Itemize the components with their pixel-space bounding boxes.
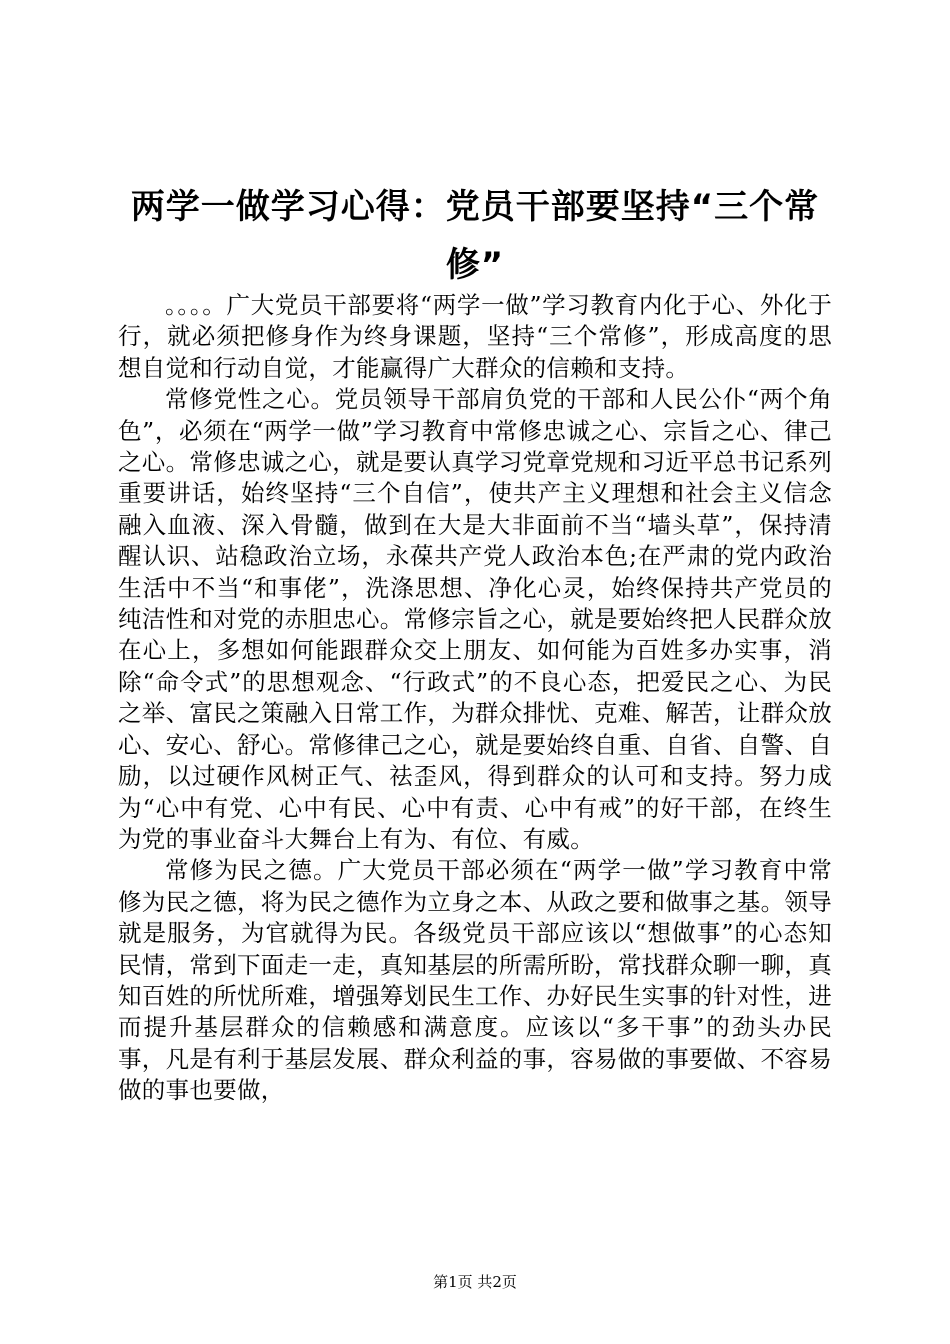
document-body [118, 290, 832, 1107]
paragraph-intro: 。。。。广大党员干部要将“两学一做”学习教育内化于心、外化于行，就必须把修身作为终身课题，坚持“三个常修”，形成高度的思想自觉和行动自觉，才能赢得广大群众的信赖和支持。 [118, 291, 832, 382]
paragraph-people-virtue: 常修为民之德。广大党员干部必须在“两学一做”学习教育中常修为民之德，将为民之德作为立身之本、从政之要和做事之基。领导就是服务，为官就得为民。各级党员干部应该以“想做事”的心态知民情，常到下面走一走，真知基层的所需所盼，常找群众聊一聊，真知百姓的所忧所难，增强筹划民生工作、办好民生实事的针对性，进而提升基层群众的信赖感和满意度。应该以“多干事”的劲头办民事，凡是有利于基层发展、群众利益的事，容易做的事要做、不容易做的事也要做， [118, 856, 832, 1105]
document-title: 两学一做学习心得：党员干部要坚持“三个常修” [130, 187, 820, 285]
page-footer: 第1页 共2页 [433, 1273, 517, 1291]
paragraph-party-spirit: 常修党性之心。党员领导干部肩负党的干部和人民公仆“两个角色”，必须在“两学一做”学习教育中常修忠诚之心、宗旨之心、律己之心。常修忠诚之心，就是要认真学习党章党规和习近平总书记系列重要讲话，始终坚持“三个自信”，使共产主义理想和社会主义信念融入血液、深入骨髓，做到在大是大非面前不当“墙头草”，保持清醒认识、站稳政治立场，永葆共产党人政治本色;在严肃的党内政治生活中不当“和事佬”，洗涤思想、净化心灵，始终保持共产党员的纯洁性和对党的赤胆忠心。常修宗旨之心，就是要始终把人民群众放在心上，多想如何能跟群众交上朋友、如何能为百姓多办实事，消除“命令式”的思想观念、“行政式”的不良心态，把爱民之心、为民之举、富民之策融入日常工作，为群众排忧、克难、解苦，让群众放心、安心、舒心。常修律己之心，就是要始终自重、自省、自警、自励，以过硬作风树正气、祛歪风，得到群众的认可和支持。努力成为“心中有党、心中有民、心中有责、心中有戒”的好干部，在终生为党的事业奋斗大舞台上有为、有位、有威。 [118, 385, 832, 853]
